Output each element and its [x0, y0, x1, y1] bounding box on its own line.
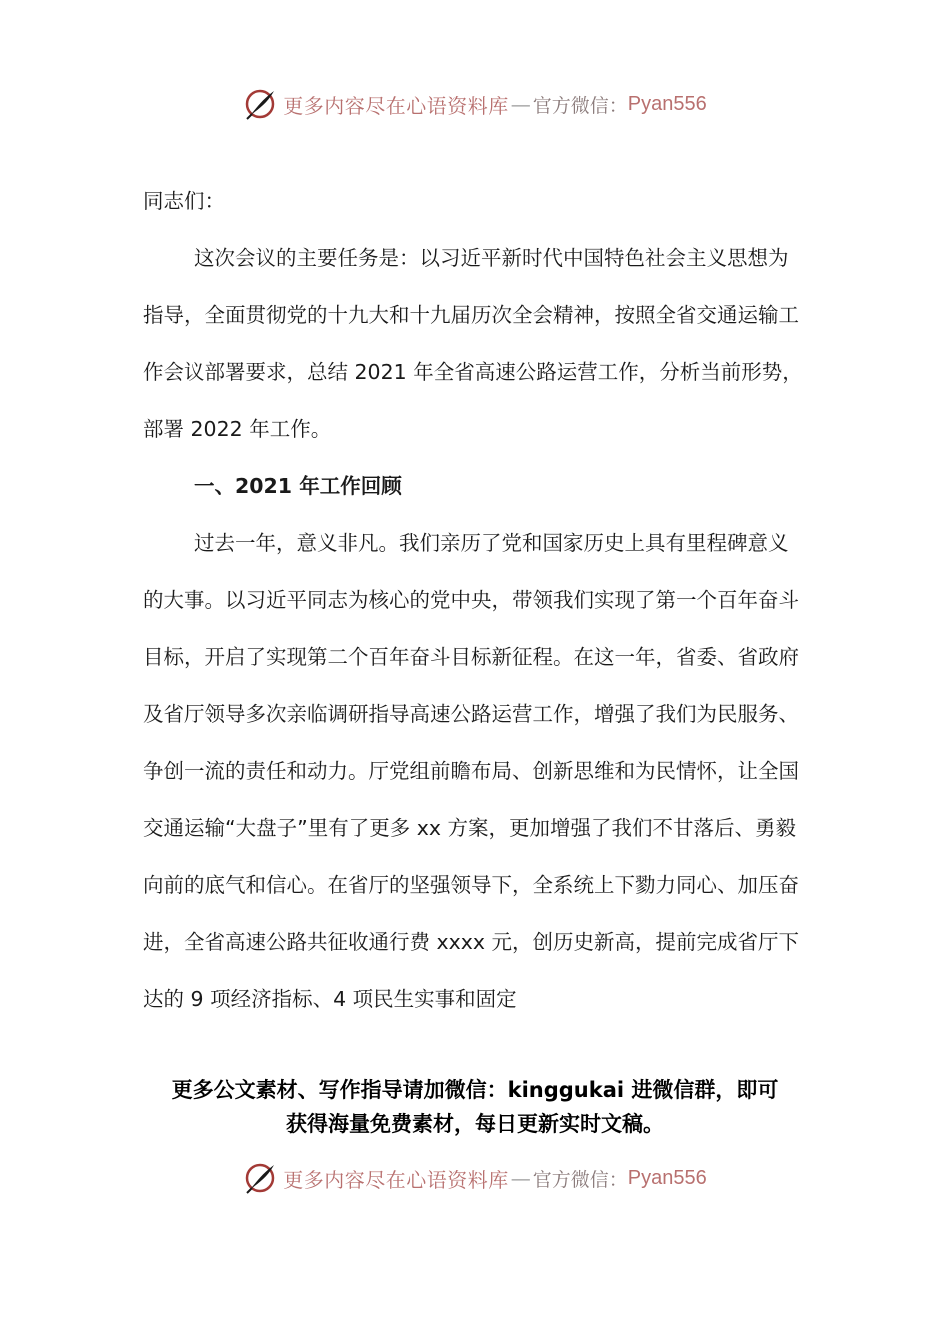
salutation: 同志们：	[143, 189, 225, 213]
watermark-account: Pyan556	[627, 1166, 707, 1189]
watermark-dash: —	[510, 1166, 531, 1190]
review-paragraph: 过去一年，意义非凡。我们亲历了党和国家历史上具有里程碑意义的大事。以习近平同志为核心的党中央，带领我们实现了第一个百年奋斗目标，开启了实现第二个百年奋斗目标新征程。在这一年，省委、省政府及省厅领导多次亲临调研指导高速公路运营工作，增强了我们为民服务、争创一流的责任和动力。厅党组前瞻布局、创新思维和为民情怀，让全国交通运输“大盘子”里有了更多 xx 方案，更加增强了我们不甘落后、勇毅向前的底气和信心。在省厅的坚强领导下，全系统上下勠力同心、加压奋进，全省高速公路共征收通行费 xxxx 元，创历史新高，提前完成省厅下达的 9 项经济指标、4 项民生实事和固定	[143, 531, 800, 1011]
watermark-title: 更多内容尽在心语资料库	[283, 93, 509, 118]
watermark-dash: —	[510, 92, 531, 116]
quill-pen-icon	[243, 87, 277, 121]
quill-pen-icon	[243, 1161, 277, 1195]
footer-watermark	[0, 1158, 950, 1198]
watermark-channel: 官方微信：	[532, 94, 628, 117]
promo-line-1: 更多公文素材、写作指导请加微信：kinggukai 进微信群，即可	[171, 1078, 779, 1102]
promo-notice	[140, 1073, 810, 1141]
document-body	[143, 173, 808, 1028]
promo-line-2: 获得海量免费素材，每日更新实时文稿。	[286, 1112, 664, 1136]
intro-paragraph: 这次会议的主要任务是：以习近平新时代中国特色社会主义思想为指导，全面贯彻党的十九大和十九届历次全会精神，按照全省交通运输工作会议部署要求，总结 2021 年全省高速公路运营工作，分析当前形势，部署 2022 年工作。	[143, 246, 803, 441]
watermark-account: Pyan556	[627, 92, 707, 115]
watermark-channel: 官方微信：	[532, 1168, 628, 1191]
header-watermark	[0, 84, 950, 124]
section-heading: 一、2021 年工作回顾	[194, 474, 402, 498]
watermark-title: 更多内容尽在心语资料库	[283, 1167, 509, 1192]
